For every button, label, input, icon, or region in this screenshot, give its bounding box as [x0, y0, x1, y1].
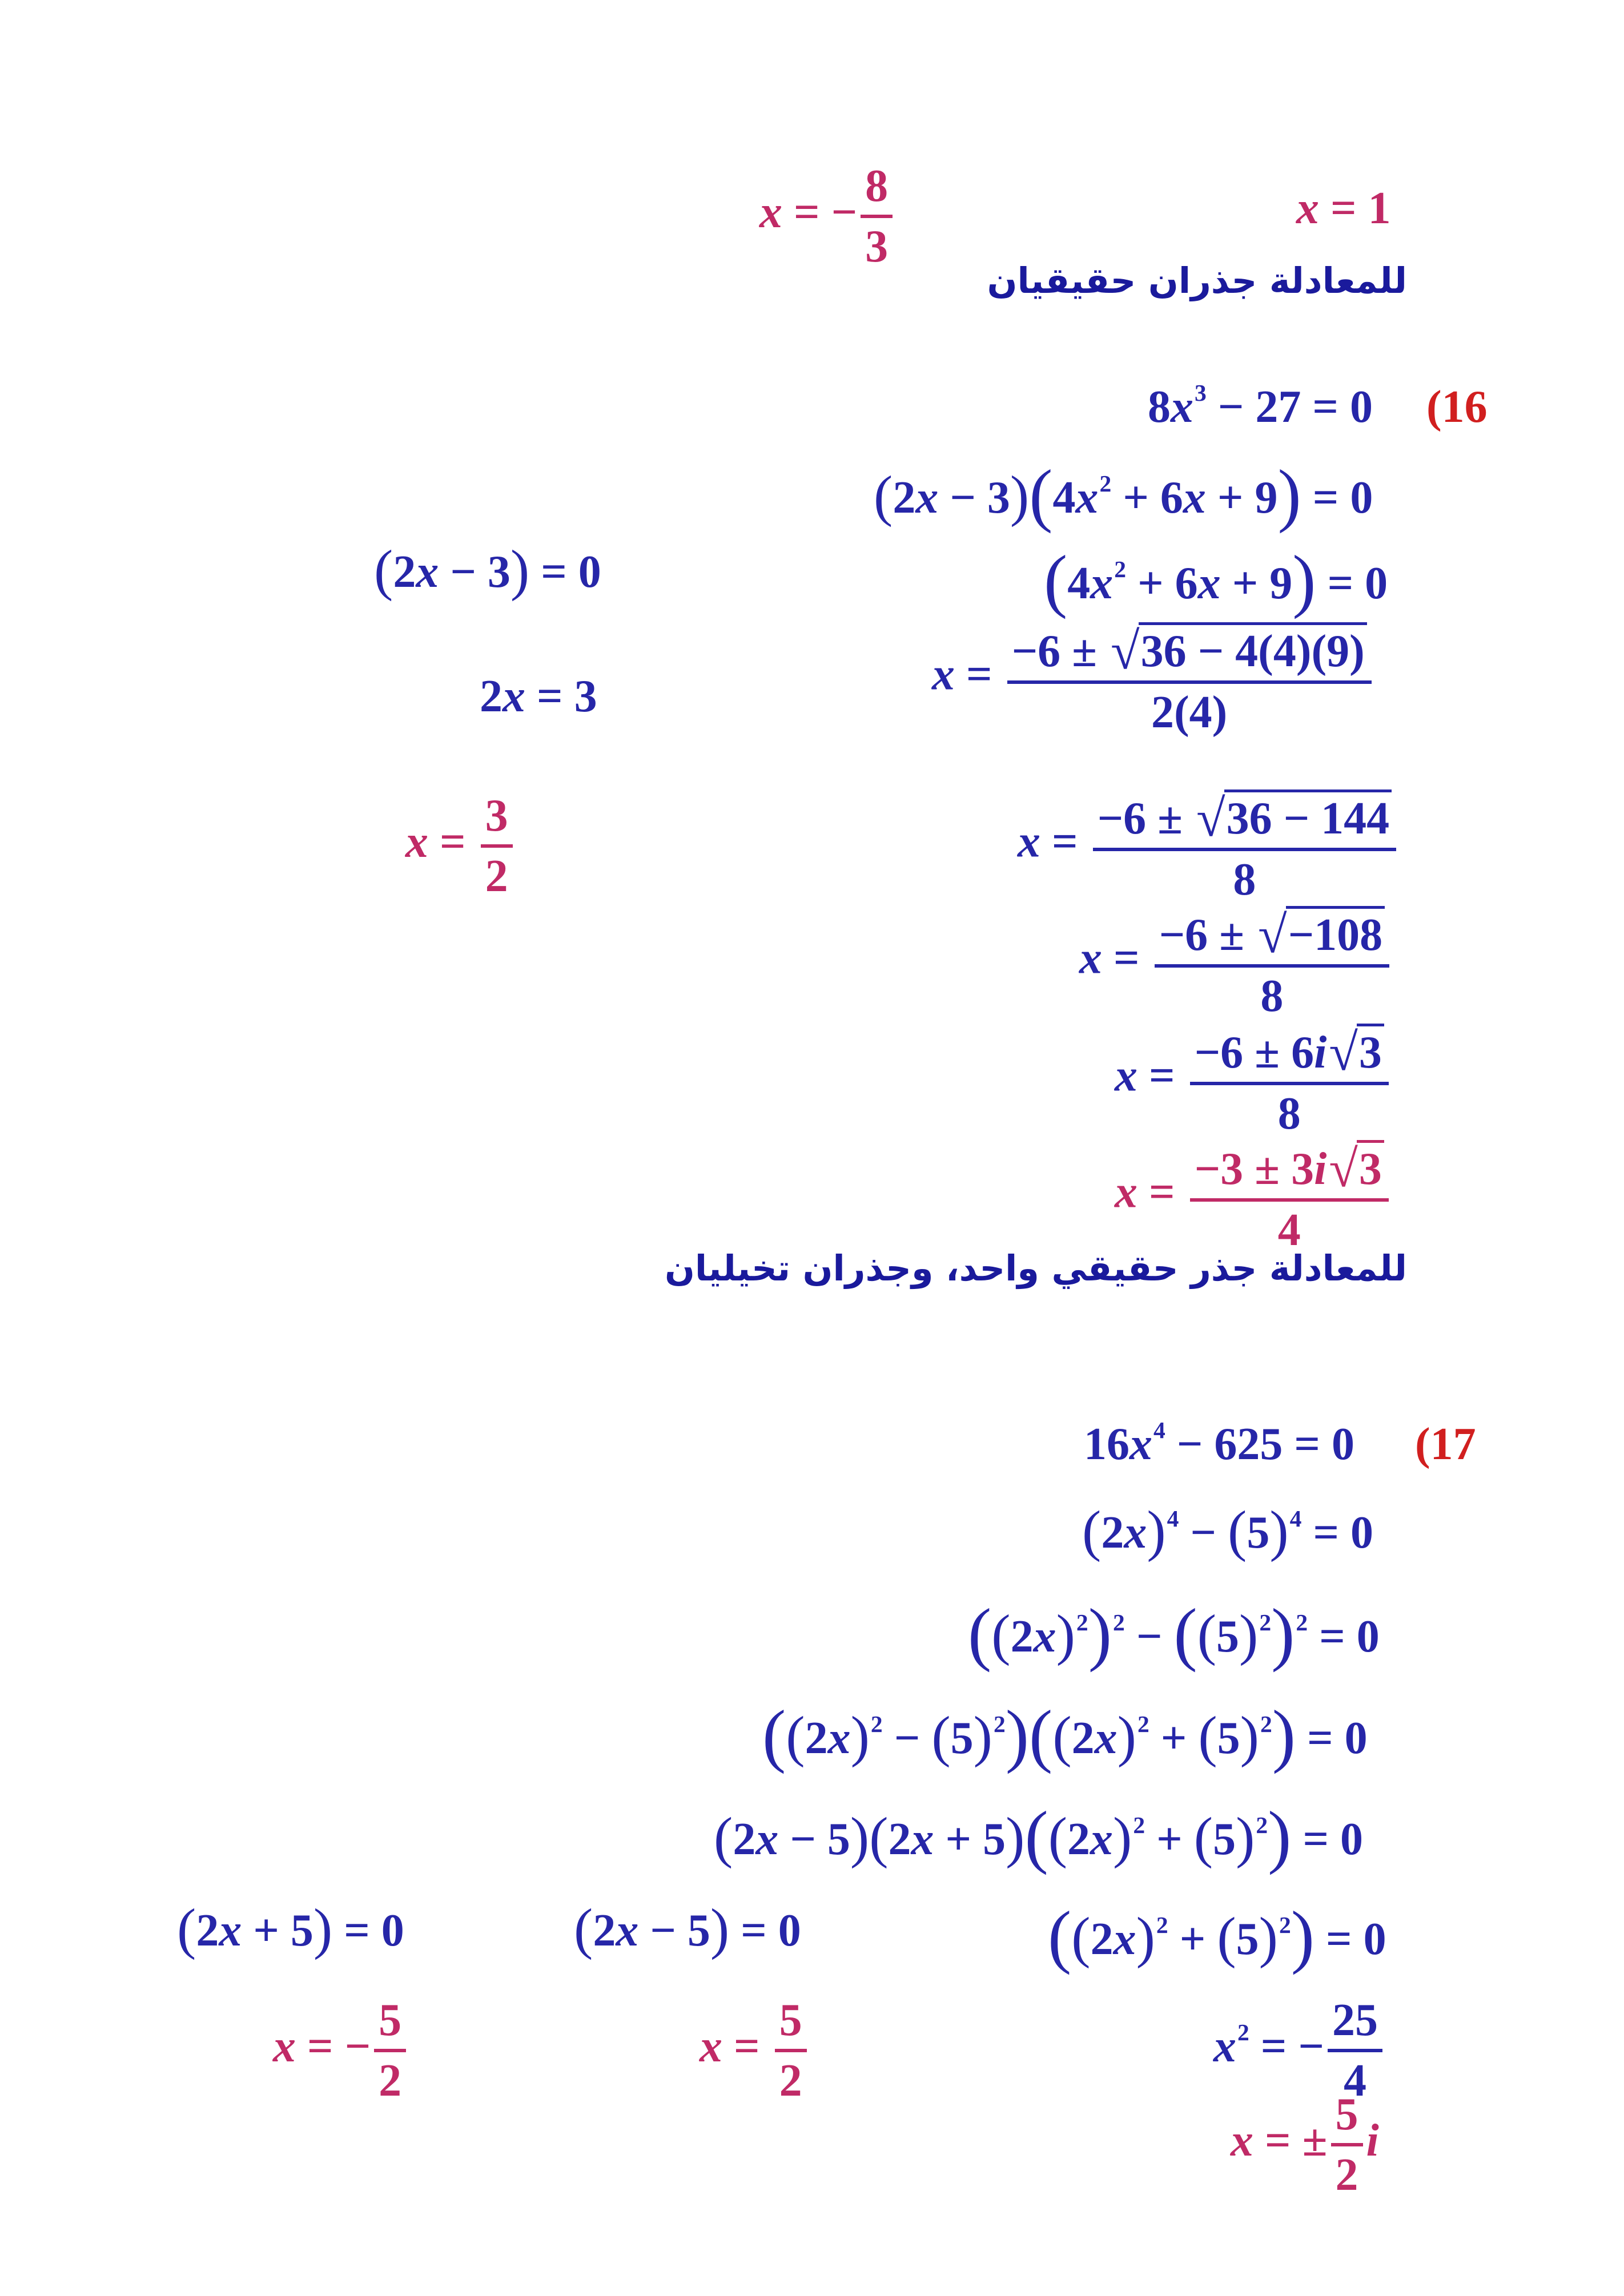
conclusion-two-real-roots: للمعادلة جذران حقيقيان — [987, 260, 1407, 301]
equation-quartic: $16x^4 - 625 = 0$ — [1084, 1416, 1354, 1469]
answer-complex-roots-16: x = $\frac{-3 \pm 3i√3}{4}$ — [1115, 1137, 1392, 1256]
answer-x-three-halves: x = $\frac{3}{2}$ — [405, 791, 516, 902]
answer-x-neg-five-halves: x = − $\frac{5}{2}$ — [273, 1995, 409, 2106]
equation-factor-sum: $((2x)^2 + (5)^2) = 0$ — [1048, 1897, 1386, 1975]
equation-quartic-step1: $(2x)^4 - (5)^4 = 0$ — [1082, 1499, 1374, 1562]
equation-quadratic-factor: $(4x^2 + 6x + 9) = 0$ — [1044, 541, 1388, 619]
root-x-equals-one: x = 1 — [1296, 183, 1391, 233]
equation-quartic-step3: $((2x)^2 - (5)^2)((2x)^2 + (5)^2) = 0$ — [762, 1696, 1368, 1774]
equation-x-squared: $x^2$ = − $\frac{25}{4}$ — [1213, 1995, 1386, 2106]
equation-step-6i-root3: x = $\frac{-6 \pm 6i√3}{8}$ — [1115, 1021, 1392, 1140]
equation-step-neg-108: x = $\frac{-6 \pm √-108}{8}$ — [1079, 903, 1393, 1022]
answer-complex-roots-17: x = ± $\frac{5}{2}$ i — [1231, 2089, 1379, 2200]
equation-cubic-factored: $(2x - 3)(4x^2 + 6x + 9) = 0$ — [874, 456, 1373, 534]
equation-quartic-step4: $(2x - 5)(2x + 5)((2x)^2 + (5)^2) = 0$ — [714, 1797, 1364, 1875]
equation-linear-step: 2x = 3 — [480, 671, 597, 722]
answer-x-five-halves: x = $\frac{5}{2}$ — [700, 1995, 810, 2106]
equation-linear-factor: (2x − 3) = 0 — [374, 538, 601, 602]
equation-quartic-step2: $((2x)^2)^2 - ((5)^2)^2 = 0$ — [968, 1594, 1380, 1673]
equation-cubic: $8x^3 - 27 = 0$ — [1148, 379, 1373, 432]
equation-factor-minus: (2x − 5) = 0 — [574, 1897, 801, 1960]
equation-quadratic-formula: x = $\frac{-6 \pm √36 - 4(4)(9)}{2(4)}$ — [932, 619, 1375, 739]
problem-number-16: (16 — [1426, 382, 1488, 432]
equation-factor-plus: (2x + 5) = 0 — [177, 1897, 404, 1960]
equation-step-36-minus-144: x = $\frac{-6 \pm √36 - 144}{8}$ — [1018, 787, 1400, 906]
root-x-neg-eight-thirds: x = − $\frac{8}{3}$ — [759, 161, 896, 272]
conclusion-one-real-two-imaginary: للمعادلة جذر حقيقي واحد، وجذران تخيليان — [664, 1247, 1407, 1289]
problem-number-17: (17 — [1415, 1419, 1476, 1469]
